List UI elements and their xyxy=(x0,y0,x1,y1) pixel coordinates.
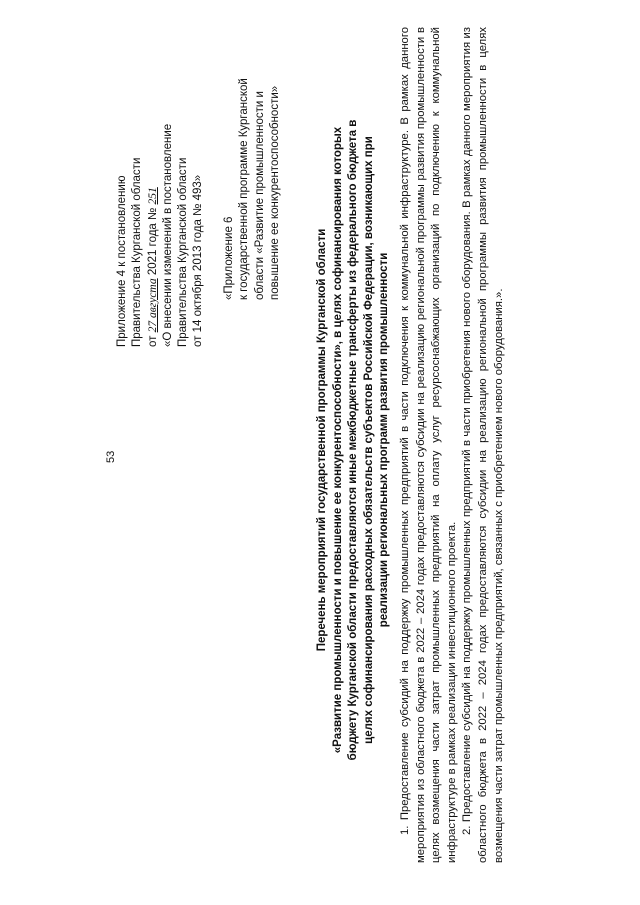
appendix-4-line: Приложение 4 к постановлению xyxy=(116,175,128,347)
appendix-4-header xyxy=(115,47,207,347)
measure-item: 2. Предоставление субсидий на поддержку промышленных предприятий в части приобретения нового оборудования. В рамках данного мероприятия из областного бюджета в 2022 – 2024 годах предоставляются субсидии на реализацию региональной программы развития промышленности в целях возмещения части затрат промышленных предприятий, связанных с приобретением нового оборудования.». xyxy=(461,27,505,863)
page-number: 53 xyxy=(105,450,117,463)
appendix-6-line: «Приложение 6 xyxy=(223,216,235,300)
appendix-6-line: повышение ее конкурентоспособности» xyxy=(268,85,281,300)
appendix-4-line: Правительства Курганской области xyxy=(177,157,190,347)
appendix-4-line: от 14 октября 2013 года № 493» xyxy=(192,174,205,347)
appendix-4-line: Правительства Курганской области xyxy=(131,157,144,347)
date-middle: 2021 года № xyxy=(146,207,159,276)
title-line: бюджету Курганской области предоставляются иные межбюджетные трансферты из федерального бюджета в xyxy=(347,119,359,761)
date-prefix: от xyxy=(146,335,159,347)
title-line: Перечень мероприятий государственной программы Курганской области xyxy=(316,228,328,652)
measures-list xyxy=(398,27,507,863)
appendix-6-line: области «Развитие промышленности и xyxy=(253,91,266,300)
appendix-4-date-line xyxy=(146,47,161,347)
document-title xyxy=(315,25,393,855)
title-line: «Развитие промышленности и повышение ее конкурентоспособности», в целях софинансирования которых xyxy=(331,126,344,754)
handwritten-date: 27 августа xyxy=(146,278,159,333)
title-line: целях софинансирования расходных обязательств субъектов Российской Федерации, возникающих при xyxy=(362,136,375,744)
appendix-6-header xyxy=(222,80,283,300)
handwritten-number: 251 xyxy=(146,187,159,205)
appendix-6-line: к государственной программе Курганской xyxy=(238,78,251,300)
measure-item: 1. Предоставление субсидий на поддержку промышленных предприятий в части подключения к коммунальной инфраструктуре. В рамках данного мероприятия из областного бюджета в 2022 – 2024 годах предоставляются субсидии на реализацию региональной программы развития промышленности в целях возмещения части затрат промышленных предприятий на оплату услуг ресурсоснабжающих организаций по подключению к коммунальной инфраструктуре в рамках реализации инвестиционного проекта. xyxy=(399,27,458,863)
appendix-4-line: «О внесении изменений в постановление xyxy=(161,123,174,347)
title-line: реализации региональных программ развития промышленности xyxy=(378,252,390,628)
